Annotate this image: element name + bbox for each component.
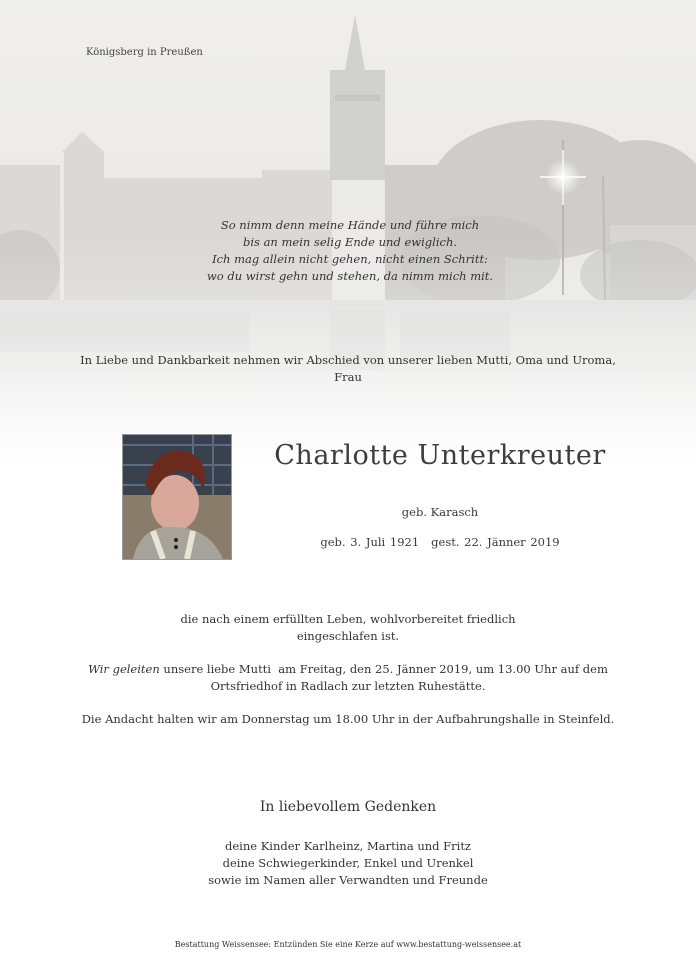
- portrait-photo: [122, 434, 232, 560]
- paragraph-passing: [60, 611, 636, 645]
- text-line: Die Andacht halten wir am Donnerstag um 18.00 Uhr in der Aufbahrungshalle in Steinfeld.: [81, 712, 615, 726]
- family-line: deine Kinder Karlheinz, Martina und Fritz: [224, 839, 471, 853]
- poem-line: bis an mein selig Ende und ewiglich.: [242, 235, 458, 249]
- portrait-image: [123, 435, 231, 559]
- maiden-name: geb. Karasch: [401, 505, 479, 519]
- life-dates: [250, 535, 630, 549]
- paragraph-devotion: [60, 711, 636, 728]
- family-list: [150, 838, 546, 889]
- paragraph-funeral: [60, 661, 636, 695]
- footer-note: Bestattung Weissensee: Entzünden Sie eine Kerze auf www.bestattung-weissensee.at: [174, 940, 522, 949]
- birth-date: geb. 3. Juli 1921: [320, 535, 420, 549]
- memory-heading: In liebevollem Gedenken: [259, 799, 437, 815]
- poem-line: So nimm denn meine Hände und führe mich: [220, 218, 480, 232]
- family-line: deine Schwiegerkinder, Enkel und Urenkel: [222, 856, 474, 870]
- funeral-announcement: [60, 611, 636, 744]
- family-line: sowie im Namen aller Verwandten und Freunde: [208, 873, 488, 887]
- text-line: die nach einem erfüllten Leben, wohlvorbereitet friedlich: [180, 612, 516, 626]
- deceased-name: Charlotte Unterkreuter: [274, 440, 606, 471]
- text-line: eingeschlafen ist.: [296, 629, 400, 643]
- farewell-intro: [60, 352, 636, 386]
- text-lead: Wir geleiten: [88, 662, 160, 676]
- text-line: unsere liebe Mutti am Freitag, den 25. Jänner 2019, um 13.00 Uhr auf dem: [159, 662, 608, 676]
- poem-line: Ich mag allein nicht gehen, nicht einen Schritt:: [212, 252, 488, 266]
- text-line: Ortsfriedhof in Radlach zur letzten Ruhestätte.: [210, 679, 486, 693]
- poem-verse: [150, 217, 550, 285]
- poem-line: wo du wirst gehn und stehen, da nimm mich mit.: [206, 269, 494, 283]
- intro-line: Frau: [334, 370, 362, 384]
- death-date: gest. 22. Jänner 2019: [431, 535, 560, 549]
- intro-line: In Liebe und Dankbarkeit nehmen wir Abschied von unserer lieben Mutti, Oma und Uroma,: [80, 353, 616, 367]
- photo-caption: Königsberg in Preußen: [86, 47, 203, 58]
